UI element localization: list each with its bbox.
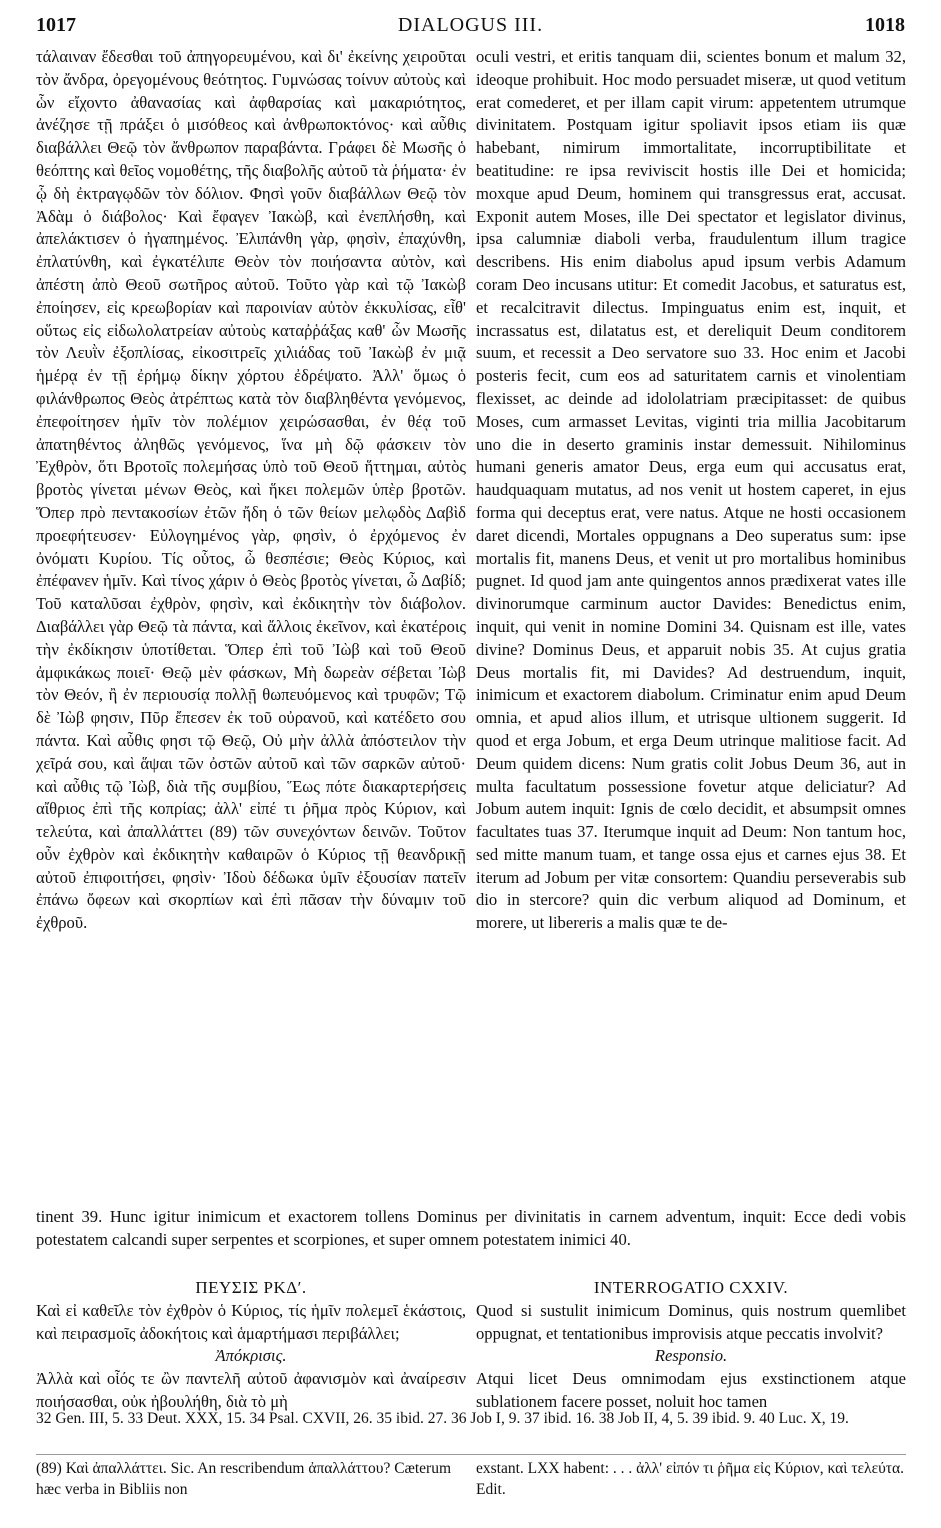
latin-question-block	[476, 1277, 906, 1414]
latin-text: oculi vestri, et eritis tanquam dii, scientes bonum et malum 32, ideoque prohibuit. Hoc modo persuadet miseræ, ut quod vetitum erat comederet, et per illam capit virum: appetentem utrumque divinitatem. Postquam igitur spoliavit ipsos etiam iis quæ habebant, nimirum immortalitate, incorruptibilitate et beatitudine: re ipsa reviviscit hostis ille Dei et homicida; moxque apud Deum, hominem qui transgressus erat, accusat. Exponit autem Moses, ille Dei spectator et legislator divinus, ipsa calumniæ diaboli verba, fraudulentum illum tragice describens. His enim diabolus apud ipsum verbis Adamum coram Deo incusans utitur: Et comedit Jacobus, et saturatus est, et recalcitravit dilectus. Impinguatus enim est, inquit, et incrassatus est, dilatatus est, et dereliquit Deum conditorem suum, et recessit a Deo servatore suo 33. Hoc enim et Jacobi posteris fecit, cum eos ad saturitatem carnis et vinolentiam flexisset, ac deinde ad idololatriam præcipitasset: de quibus Moses, cum armasset Levitas, viginti tria millia Jacobitarum uno die in deserto graminis instar demessuit. Nihilominus humani generis amator Deus, erga eum qui accusatus erat, haudquaquam mutatus, ad nos venit ut hostem caperet, in ejus forma qui deceptus erat, vere natus. Atque ne hosti occasionem daret dicendi, Mortales oppugnans a Deo superatus sum: ipse mortalis fit, manens Deus, et venit ut pro mortalibus hominibus pugnet. Id quod jam ante quingentos annos prædixerat vates ille divinorumque carminum auctor Davides: Benedictus enim, inquit, qui venit in nomine Domini 34. Quisnam est ille, vates divine? Dominus Deus, et apparuit nobis 35. At cujus gratia Deus mortalis fit, mi Davides? Ad destruendum, inquit, inimicum et exactorem diabolum. Criminatur enim apud Deum omnia, et apud alios illum, et utrisque ultionem suggerit. Id quod et erga Jobum, et erga Deum utrinque malitiose facit. Ad Deum quidem dicens: Num gratis colit Jobus Deum 36, aut in multa facultatum possessione fovetur atque deliciatur? Ad Jobum autem inquit: Ignis de cœlo decidit, et absumpsit omnes facultates tuas 37. Iterumque inquit ad Deum: Non tantum hoc, sed mitte manum tuam, et tange ossa ejus et carnes ejus 38. Et iterum ad Jobum per vitæ consortem: Quandiu perseverabis sub dio in stercore? quin dic verbum aliquod ad Dominum, et morere, ut libereris a malis quæ te de-	[476, 47, 906, 933]
editor-note-left-text: (89) Καὶ ἀπαλλάττει. Sic. An rescribendum ἀπαλλάττου? Cæterum hæc verba in Bibliis non	[36, 1460, 452, 1498]
latin-question-text: Quod si sustulit inimicum Dominus, quis nostrum quemlibet oppugnat, et tentationibus improvisis atque peccatis involvit?	[476, 1300, 906, 1343]
footnote-text: 32 Gen. III, 5. 33 Deut. XXX, 15. 34 Psal. CXVII, 26. 35 ibid. 27. 36 Job I, 9. 37 ibid. 16. 38 Job II, 4, 5. 39 ibid. 9. 40 Luc. X, 19.	[36, 1410, 849, 1427]
greek-column-main	[36, 46, 466, 1202]
carryover-text: tinent 39. Hunc igitur inimicum et exactorem tollens Dominus per divinitatis in carnem adventum, inquit: Ecce dedi vobis potestatem calcandi super serpentes et scorpiones, et super omnem potestatem inimici 40.	[36, 1207, 906, 1249]
latin-carryover-line	[36, 1206, 906, 1252]
greek-answer-text: Ἀλλὰ καὶ οἷός τε ὢν παντελῆ αὐτοῦ ἀφανισμὸν καὶ ἀναίρεσιν ποιήσασθαι, οὐκ ἠβουλήθη, διὰ τὸ μὴ	[36, 1369, 466, 1411]
footnote-divider	[36, 1454, 906, 1455]
greek-question-text: Καὶ εἰ καθεῖλε τὸν ἐχθρὸν ὁ Κύριος, τίς ἡμῖν πολεμεῖ ἑκάστοις, καὶ πειρασμοῖς ἀδοκήτοις καὶ ἁμαρτήμασι περιβάλλει;	[36, 1300, 466, 1343]
running-title: DIALOGUS III.	[397, 14, 544, 36]
greek-text: τάλαιναν ἔδεσθαι τοῦ ἀπηγορευμένου, καὶ δι' ἐκείνης χειροῦται τὸν ἄνδρα, ὀρεγομένους θεότητος. Γυμνώσας τοίνυν αὐτοὺς καὶ ὧν εἴχοντο ἀθανασίας καὶ ἀφθαρσίας καὶ μακαριότητος, ἀνέζησε τῇ πράξει ὁ μισόθεος καὶ ἀνθρωποκτόνος· καὶ αὖθις διαβάλλει Θεῷ τὸν ἄνθρωπον παραβάντα. Γράφει δὲ Μωσῆς ὁ θεόπτης καὶ θεῖος νομοθέτης, τῆς διαβολῆς αὐτοῦ τὰ ῥήματα· ἐν ᾧ δὴ ἐκτραγῳδῶν τὸν δόλιον. Φησὶ γοῦν διαβάλλων Θεῷ τὸν Ἀδὰμ ὁ διάβολος· Καὶ ἔφαγεν Ἰακὼβ, καὶ ἐνεπλήσθη, καὶ ἀπελάκτισεν ὁ ἠγαπημένος. Ἐλιπάνθη γὰρ, φησὶν, ἐπαχύνθη, ἐπλατύνθη, καὶ ἐγκατέλιπε Θεὸν τὸν ποιήσαντα αὐτὸν, καὶ ἀπέστη ἀπὸ Θεοῦ σωτῆρος αὐτοῦ. Τοῦτο γὰρ καὶ τῷ Ἰακὼβ ἐποίησεν, εἰς κρεωβορίαν καὶ παροινίαν αὐτὸν ἐκκυλίσας, εἶθ' οὕτως εἰς εἰδωλολατρείαν αὐτοὺς καταῤῥάξας καθ' ὧν Μωσῆς τὸν Λευῒν ἐξοπλίσας, εἰκοσιτρεῖς χιλιάδας τοῦ Ἰακὼβ ἐν μιᾷ ἡμέρᾳ ἐν τῇ ἐρήμῳ δίκην χόρτου ἐδρέψατο. Ἀλλ' ὅμως ὁ φιλάνθρωπος Θεὸς ἀτρέπτως κατὰ τὸν διαβληθέντα γενόμενος, ἐπεφοίτησεν ἡμῖν τὸν πολέμιον χειρώσασθαι, ἐν θέᾳ τοῦ ἀπατηθέντος ἀληθῶς γενόμενος, ἵνα μὴ δῷ φάσκειν τὸν Ἐχθρὸν, ὅτι Βροτοῖς πολεμήσας ὑπὸ τοῦ Θεοῦ ἥττημαι, αὐτὸς βροτὸς γίνεται μένων Θεὸς, καὶ ἥκει πολεμῶν ὑπὲρ βροτῶν. Ὅπερ πρὸ πεντακοσίων ἐτῶν ἤδη ὁ τῶν θείων μελῳδὸς Δαβὶδ προεφήτευσεν· Εὐλογημένος γὰρ, φησὶν, ὁ ἐρχόμενος ἐν ὀνόματι Κυρίου. Τίς οὗτος, ὦ θεσπέσιε; Θεὸς Κύριος, καὶ ἐπέφανεν ἡμῖν. Καὶ τίνος χάριν ὁ Θεὸς βροτὸς γίνεται, ὦ Δαβίδ; Τοῦ καταλῦσαι ἐχθρὸν, φησὶν, καὶ ἐκδικητὴν τὸν διάβολον. Διαβάλλει γὰρ Θεῷ τὰ πάντα, καὶ ἄλλοις ἐκεῖνον, καὶ ἑκατέροις τὴν ἐκδίκησιν ὑποτίθεται. Ὅπερ ἐπὶ τοῦ Ἰὼβ καὶ τοῦ Θεοῦ ἀμφικάκως ποιεῖ· Θεῷ μὲν φάσκων, Μὴ δωρεὰν σέβεται Ἰὼβ τὸν Θεόν, ἢ ἐν περιουσίᾳ πολλῇ θωπευόμενος καὶ τρυφῶν; Τῷ δὲ Ἰὼβ φησιν, Πῦρ ἔπεσεν ἐκ τοῦ οὐρανοῦ, καὶ κατέδετο σου πάντα. Καὶ αὖθις φησι τῷ Θεῷ, Οὐ μὴν ἀλλὰ ἀπόστειλον τὴν χεῖρά σου, καὶ ἅψαι τῶν ὀστῶν αὐτοῦ καὶ τῶν σαρκῶν αὐτοῦ· καὶ αὖθις τῷ Ἰὼβ, διὰ τῆς συμβίου, Ἕως πότε διακαρτερήσεις αἴθριος ἐπὶ τῆς κοπρίας; ἀλλ' εἰπέ τι ῥῆμα πρὸς Κύριον, καὶ τελεύτα, καὶ ἀπαλλάττει (89) τῶν συνεχόντων δεινῶν. Τοῦτον οὖν ἐχθρὸν καὶ ἐκδικητὴν καθαιρῶν ὁ Κύριος τῇ θεανδρικῇ αὐτοῦ ἐπιφοιτήσει, φησὶν· Ἰδοὺ δέδωκα ὑμῖν ἐξουσίαν πατεῖν ἐπάνω ὄφεων καὶ σκορπίων καὶ ἐπὶ πᾶσαν τὴν δύναμιν τοῦ ἐχθροῦ.	[36, 47, 466, 933]
left-page-number: 1017	[36, 14, 76, 36]
scripture-footnotes	[36, 1408, 906, 1429]
editor-note-right	[476, 1458, 906, 1500]
right-page-number: 1018	[865, 14, 905, 36]
editor-note-left	[36, 1458, 466, 1500]
greek-response-heading: Ἀπόκρισις.	[215, 1346, 287, 1366]
page-header	[36, 14, 905, 40]
latin-column-main	[476, 46, 906, 1202]
latin-response-heading: Responsio.	[654, 1346, 728, 1366]
greek-question-heading: ΠΕΥΣΙΣ ΡΚΔʹ.	[195, 1278, 307, 1297]
greek-question-block	[36, 1277, 466, 1414]
latin-answer-text: Atqui licet Deus omnimodam ejus exstinctionem atque sublationem facere posset, noluit hoc tamen	[476, 1369, 906, 1411]
editor-note-right-text: exstant. LXX habent: . . . ἀλλ' εἰπόν τι ῥῆμα εἰς Κύριον, καὶ τελεύτα. Edit.	[476, 1460, 904, 1498]
latin-question-heading: INTERROGATIO CXXIV.	[593, 1278, 789, 1297]
